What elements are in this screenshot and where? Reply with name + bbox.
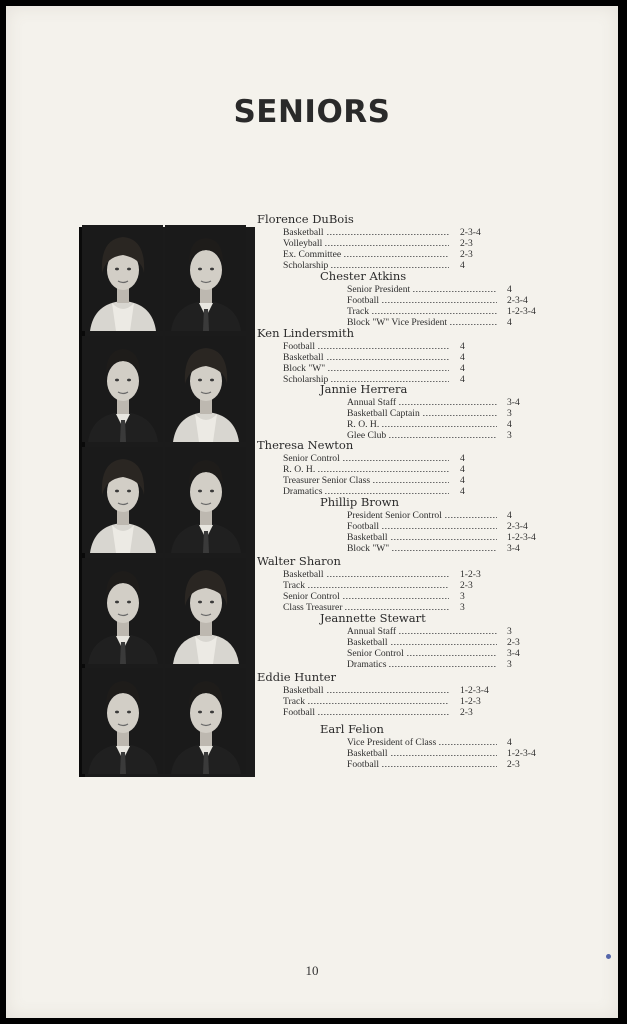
activity-name: Track [283,696,306,707]
activity-name: Football [347,759,379,770]
leader-dots [445,517,497,518]
activity-years: 2-3 [460,238,473,249]
activity-row [283,363,465,374]
activity-name: Track [283,580,306,591]
leader-dots [407,655,497,656]
activity-name: Senior Control [283,453,340,464]
activity-name: Football [283,707,315,718]
leader-dots [399,633,497,634]
leader-dots [327,692,449,693]
activity-row [347,295,528,306]
activity-years: 4 [460,341,465,352]
student-portrait [165,668,246,774]
student-entry [257,554,481,613]
activity-years: 1-2-3-4 [507,748,536,759]
leader-dots [328,370,449,371]
activity-years: 4 [507,419,512,430]
activity-name: Senior Control [347,648,404,659]
student-entry [320,611,520,670]
activity-name: Senior President [347,284,411,295]
student-name: Phillip Brown [320,495,399,509]
activity-row [347,521,528,532]
leader-dots [344,256,449,257]
activity-name: Scholarship [283,260,329,271]
activity-row [283,475,465,486]
student-portrait [165,558,246,664]
activity-row [283,696,481,707]
activity-years: 2-3 [507,759,520,770]
leader-dots [318,471,449,472]
leader-dots [327,359,449,360]
student-entry [320,495,536,554]
student-name: Ken Lindersmith [257,326,355,340]
leader-dots [318,348,449,349]
student-entry [320,382,520,441]
student-entry [257,212,481,271]
activity-years: 4 [460,260,465,271]
leader-dots [343,598,449,599]
activity-name: Annual Staff [347,397,397,408]
student-entry [320,722,536,770]
leader-dots [325,245,449,246]
student-portrait [165,225,246,331]
leader-dots [318,714,449,715]
activity-name: Ex. Committee [283,249,342,260]
activity-name: Block "W" [347,543,390,554]
leader-dots [382,766,497,767]
activity-years: 2-3-4 [460,227,481,238]
activity-name: R. O. H. [283,464,316,475]
student-name: Earl Felion [320,722,384,736]
leader-dots [450,324,497,325]
activity-years: 4 [507,284,512,295]
activity-row [347,637,520,648]
activity-row [347,532,536,543]
leader-dots [308,587,449,588]
leader-dots [439,744,497,745]
activity-years: 3 [460,591,465,602]
activity-name: Basketball [283,685,324,696]
activity-row [347,543,520,554]
activity-years: 3 [507,659,512,670]
page-number: 10 [305,963,319,978]
activity-name: Football [283,341,315,352]
activity-name: R. O. H. [347,419,380,430]
student-entry [257,326,465,385]
activity-row [283,238,473,249]
leader-dots [331,267,449,268]
activity-years: 2-3-4 [507,295,528,306]
activity-name: Football [347,295,379,306]
activity-years: 4 [507,510,512,521]
activity-row [347,284,512,295]
leader-dots [391,644,497,645]
activity-name: Annual Staff [347,626,397,637]
activity-row [347,306,536,317]
student-portrait [82,558,163,664]
activity-years: 3 [507,408,512,419]
activity-years: 3-4 [507,397,520,408]
activity-name: Football [347,521,379,532]
activity-name: Dramatics [283,486,323,497]
activity-years: 3 [507,626,512,637]
activity-row [283,227,481,238]
student-portrait [82,336,163,442]
leader-dots [343,460,449,461]
student-portrait [82,225,163,331]
activity-years: 3-4 [507,648,520,659]
activity-years: 4 [460,352,465,363]
activity-name: Basketball [347,637,388,648]
activity-years: 1-2-3-4 [507,306,536,317]
activity-row [283,591,465,602]
activity-row [347,759,520,770]
activity-name: Glee Club [347,430,387,441]
activity-row [283,580,473,591]
activity-row [347,626,512,637]
activity-years: 1-2-3-4 [460,685,489,696]
activity-years: 4 [460,453,465,464]
activity-name: Basketball [347,532,388,543]
activity-row [283,685,489,696]
leader-dots [327,234,449,235]
activity-row [347,748,536,759]
student-name: Eddie Hunter [257,670,337,684]
activity-years: 2-3-4 [507,521,528,532]
activity-years: 4 [460,363,465,374]
leader-dots [389,666,497,667]
leader-dots [382,302,497,303]
activity-years: 4 [460,464,465,475]
leader-dots [373,482,449,483]
activity-name: Volleyball [283,238,323,249]
leader-dots [345,609,449,610]
student-name: Chester Atkins [320,269,407,283]
activity-years: 2-3 [460,580,473,591]
activity-row [347,408,512,419]
leader-dots [392,550,497,551]
activity-name: Basketball [283,352,324,363]
student-portrait [82,668,163,774]
page-title: SENIORS [233,94,391,130]
student-name: Jeannette Stewart [320,611,426,625]
activity-name: Treasurer Senior Class [283,475,371,486]
activity-row [283,707,473,718]
student-entry [257,438,465,497]
activity-row [283,341,465,352]
activity-years: 3 [460,602,465,613]
activity-name: Basketball [283,569,324,580]
activity-row [347,430,512,441]
activity-name: Class Treasurer [283,602,343,613]
activity-row [347,659,512,670]
activity-years: 2-3 [460,707,473,718]
activity-name: Dramatics [347,659,387,670]
activity-row [347,317,512,328]
activity-years: 1-2-3-4 [507,532,536,543]
activity-row [283,464,465,475]
activity-name: Block "W" [283,363,326,374]
activity-years: 4 [507,737,512,748]
student-portrait [165,447,246,553]
activity-years: 2-3 [460,249,473,260]
activity-name: Block "W" Vice President [347,317,448,328]
activity-years: 4 [460,374,465,385]
activity-row [347,419,512,430]
activity-years: 3-4 [507,543,520,554]
activity-name: Basketball [347,748,388,759]
leader-dots [399,404,497,405]
leader-dots [423,415,497,416]
paper-speck [606,954,611,959]
student-entry [320,269,536,328]
activity-name: Basketball [283,227,324,238]
leader-dots [372,313,497,314]
student-name: Walter Sharon [257,554,341,568]
student-portrait [82,447,163,553]
student-portrait [165,336,246,442]
activity-row [283,249,473,260]
leader-dots [391,755,497,756]
leader-dots [382,426,497,427]
activity-years: 1-2-3 [460,696,481,707]
activity-row [283,569,481,580]
activity-name: Vice President of Class [347,737,437,748]
activity-name: Track [347,306,370,317]
activity-years: 3 [507,430,512,441]
activity-years: 4 [507,317,512,328]
activity-row [347,737,512,748]
activity-row [347,510,512,521]
student-entry [257,670,489,718]
activity-name: Senior Control [283,591,340,602]
activity-row [283,453,465,464]
yearbook-page [6,6,618,1018]
activity-years: 4 [460,475,465,486]
student-name: Theresa Newton [257,438,354,452]
leader-dots [308,703,449,704]
leader-dots [325,493,449,494]
leader-dots [327,576,449,577]
leader-dots [391,539,497,540]
activity-name: Scholarship [283,374,329,385]
activity-row [347,648,520,659]
leader-dots [389,437,497,438]
activity-name: Basketball Captain [347,408,420,419]
activity-row [283,352,465,363]
activity-name: President Senior Control [347,510,442,521]
activity-years: 2-3 [507,637,520,648]
activity-years: 4 [460,486,465,497]
activity-years: 1-2-3 [460,569,481,580]
student-name: Florence DuBois [257,212,354,226]
student-name: Jannie Herrera [320,382,408,396]
leader-dots [382,528,497,529]
leader-dots [413,291,497,292]
activity-row [347,397,520,408]
